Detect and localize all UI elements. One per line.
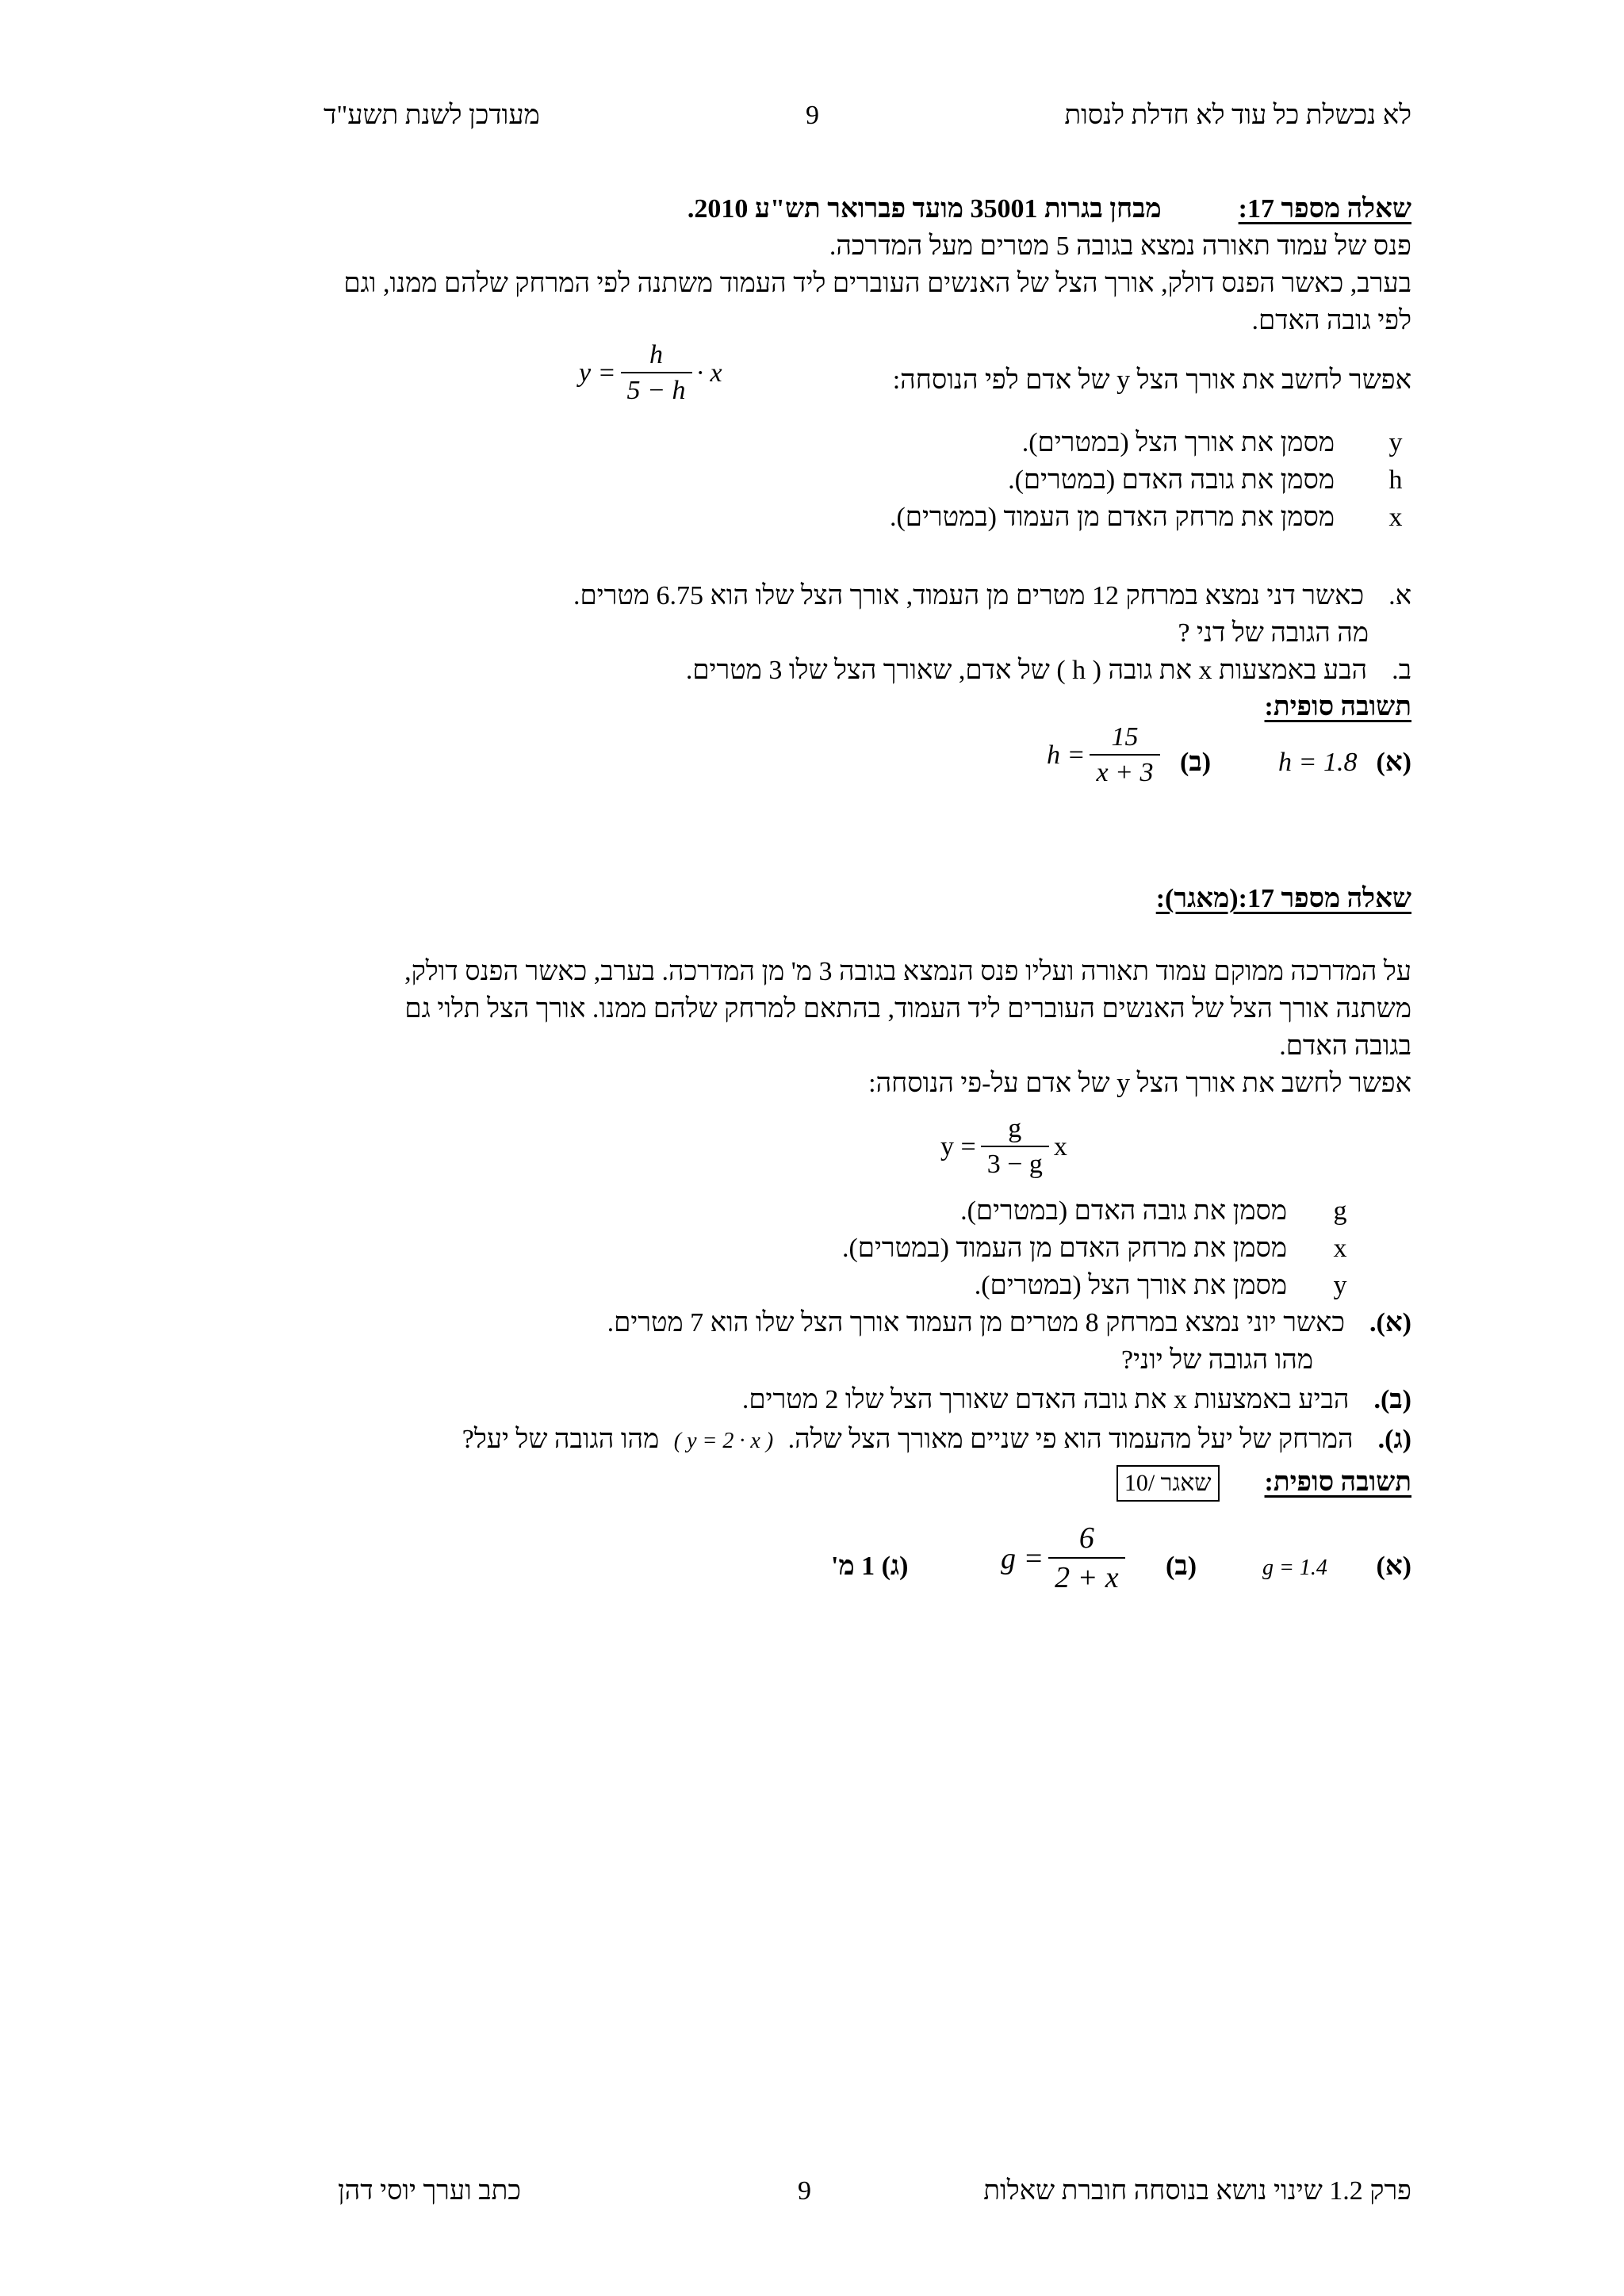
q2-paragraph-2: משתנה אורך הצל של האנשים העוברים ליד העמוד, בהתאם למרחק שלהם ממנו. אורך הצל תלוי גם [404,994,1411,1024]
q2-paragraph-1: על המדרכה ממוקם עמוד תאורה ועליו פנס הנמצא בגובה 3 מ' מן המדרכה. בערב, כאשר הפנס דולק, [404,957,1411,986]
header-right: לא נכשלת כל עוד לא חדלת לנסות [1064,101,1411,130]
q2-var-symbol: y [1333,1271,1347,1300]
q2-question-a [607,1304,1411,1342]
footer-left: כתב וערך יוסי דהן [338,2176,522,2206]
q1-paragraph-2: בערב, כאשר הפנס דולק, אורך הצל של האנשים העוברים ליד העמוד משתנה לפי המרחק שלהם ממנו, וגם [343,269,1411,298]
q2-question-c-text-a: המרחק של יעל מהעמוד הוא פי שניים מאורך הצל שלה. [787,1425,1354,1454]
q2-question-b-label: (ב). [1373,1385,1411,1414]
q2-formula-rhs: x [1053,1131,1067,1161]
q1-answer-a: h = 1.8 [1278,748,1358,777]
q1-var-row-1 [1022,424,1411,462]
q2-question-c-label: (ג). [1377,1425,1411,1454]
q2-question-a-label: (א). [1369,1308,1411,1337]
q1-answer-b-label: (ב) [1180,748,1212,777]
q2-score-box: שאגר /10 [1116,1465,1220,1502]
q2-question-a-text: כאשר יוני נמצא במרחק 8 מטרים מן העמוד אורך הצל שלו הוא 7 מטרים. [607,1308,1346,1337]
q1-answer-b-lhs: h = [1047,740,1086,770]
q2-question-c [462,1421,1411,1460]
q2-answer-b-lhs: g = [1001,1541,1044,1575]
q2-var-desc: מסמן את מרחק האדם מן העמוד (במטרים). [841,1234,1287,1263]
q2-var-row-3 [975,1267,1356,1305]
q1-var-symbol: h [1388,465,1403,495]
q1-var-desc: מסמן את גובה האדם (במטרים). [1008,465,1335,495]
q2-var-desc: מסמן את גובה האדם (במטרים). [960,1196,1287,1226]
q1-answer-b [1047,721,1165,790]
q1-final-answer-label: תשובה סופית: [1264,692,1411,721]
q2-answer-b-numerator: 6 [1078,1521,1094,1555]
q1-formula [579,339,722,408]
q1-title-row [688,190,1411,228]
q1-var-desc: מסמן את אורך הצל (במטרים). [1021,428,1335,457]
q2-var-row-1 [960,1192,1356,1230]
q2-formula [940,1113,1067,1181]
q1-var-symbol: y [1388,428,1403,457]
q1-paragraph-3: לפי גובה האדם. [1251,306,1411,335]
q1-question-b [686,652,1411,690]
header-page-number: 9 [806,101,819,130]
header-left: מעודכן לשנת תשע"ד [324,101,540,130]
q1-formula-intro: אפשר לחשב את אורך הצל y של אדם לפי הנוסחה: [892,365,1411,395]
q2-var-symbol: x [1333,1234,1347,1263]
q2-paragraph-3: בגובה האדם. [1279,1031,1411,1061]
q2-question-c-formula: ( y = 2 · x ) [673,1429,774,1453]
q1-question-a-text: כאשר דני נמצא במרחק 12 מטרים מן העמוד, אורך הצל שלו הוא 6.75 מטרים. [573,581,1365,610]
q2-answer-a-label: (א) [1376,1552,1411,1581]
q2-answer-b-denominator: 2 + x [1048,1557,1125,1597]
q1-formula-lhs: y = [579,358,616,388]
q1-formula-rhs: · x [696,358,722,388]
q2-question-b [742,1381,1411,1419]
q1-question-a-label: א. [1388,581,1411,610]
q1-source: מבחן בגרות 35001 מועד פברואר תש"ע 2010. [687,194,1162,224]
q2-question-a-line-2: מהו הגובה של יוני? [1121,1345,1313,1375]
q1-formula-denominator: 5 − h [621,372,692,408]
q1-question-a [573,577,1411,615]
q2-var-row-2 [842,1230,1356,1268]
q2-answer-b [1001,1521,1130,1596]
q1-answer-b-numerator: 15 [1111,722,1139,752]
q1-question-b-text: הבע באמצעות x את גובה ( h ) של אדם, שאורך הצל שלו 3 מטרים. [685,656,1368,685]
footer-right: פרק 1.2 שינוי נושא בנוסחה חוברת שאלות [983,2176,1411,2206]
q2-source: (מאגר): [1155,884,1239,913]
footer-page-number: 9 [798,2176,811,2206]
q2-answer-c: (ג) 1 מ' [831,1552,909,1581]
q2-title: שאלה מספר 17: [1238,884,1411,913]
q1-var-row-3 [890,499,1411,537]
q1-question-b-label: ב. [1392,656,1411,685]
q2-final-answer-row [1116,1464,1411,1502]
q2-answer-a: g = 1.4 [1262,1556,1327,1580]
q2-formula-denominator: 3 − g [981,1146,1049,1181]
q2-final-answer-label: תשובה סופית: [1264,1468,1411,1497]
q1-var-symbol: x [1388,503,1403,532]
q1-var-row-2 [1008,461,1411,499]
q1-var-desc: מסמן את מרחק האדם מן העמוד (במטרים). [889,503,1335,532]
q1-answer-a-label: (א) [1376,748,1411,777]
q2-formula-lhs: y = [940,1131,976,1161]
q2-formula-numerator: g [1008,1114,1022,1143]
q1-title: שאלה מספר 17: [1238,194,1411,224]
q2-question-b-text: הביע באמצעות x את גובה האדם שאורך הצל שלו 2 מטרים. [741,1385,1350,1414]
q1-paragraph-1: פנס של עמוד תאורה נמצא בגובה 5 מטרים מעל המדרכה. [829,232,1411,261]
q1-formula-numerator: h [649,340,664,369]
q2-formula-intro: אפשר לחשב את אורך הצל y של אדם על-פי הנוסחה: [868,1069,1411,1098]
q2-answer-b-label: (ב) [1166,1552,1197,1581]
q1-question-a-line-2: מה הגובה של דני ? [1178,618,1369,648]
q1-answer-b-denominator: x + 3 [1090,754,1159,790]
q2-var-desc: מסמן את אורך הצל (במטרים). [974,1271,1287,1300]
q2-title-row [1156,880,1411,918]
q2-var-symbol: g [1333,1196,1347,1226]
q2-question-c-text-b: מהו הגובה של יעל? [462,1425,660,1454]
